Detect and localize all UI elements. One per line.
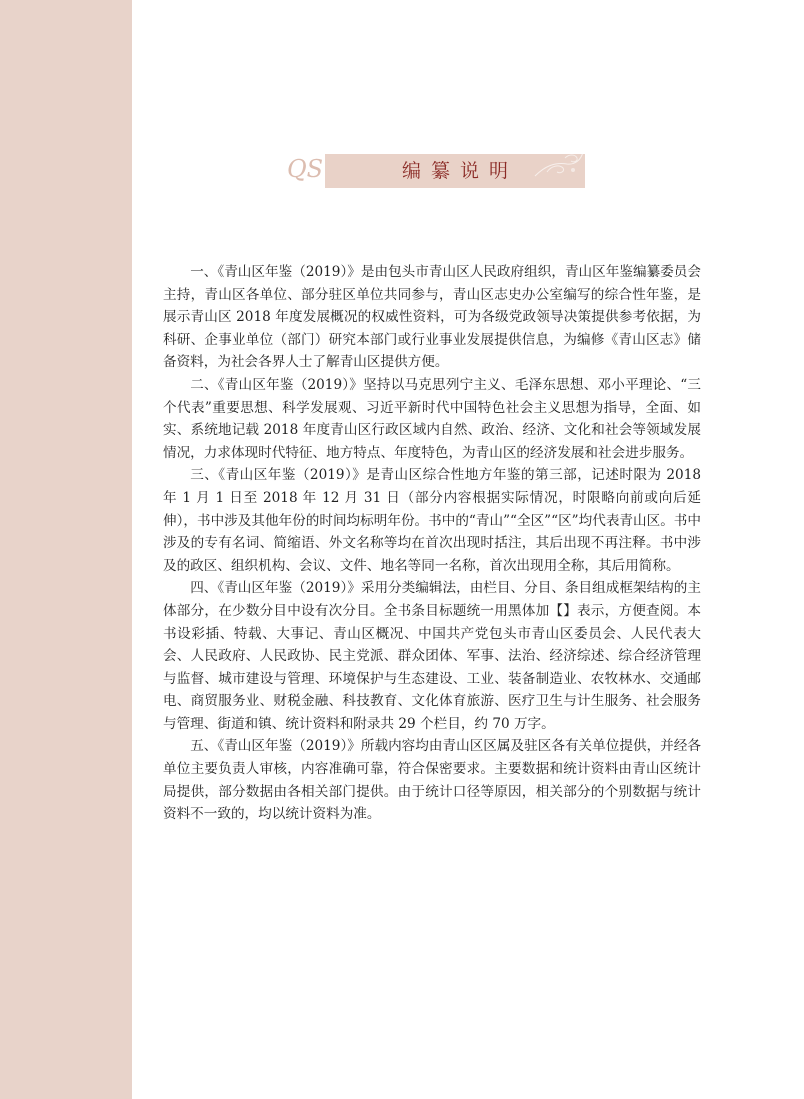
body-text <box>163 261 701 826</box>
section-header <box>285 150 585 190</box>
paragraph-3: 三、《青山区年鉴（2019）》是青山区综合性地方年鉴的第三部，记述时限为 2018 年 1 月 1 日至 2018 年 12 月 31 日（部分内容根据实际情况，时限略向前或向后延伸），书中涉及其他年份的时间均标明年份。书中的“青山”“全区”“区”均代表青山区。书中涉及的专有名词、简缩语、外文名称等均在首次出现时括注，其后出现不再注释。书中涉及的政区、组织机构、会议、文件、地名等同一名称，首次出现用全称，其后用简称。 <box>163 467 701 574</box>
paragraph-4: 四、《青山区年鉴（2019）》采用分类编辑法，由栏目、分目、条目组成框架结构的主体部分，在少数分目中设有次分目。全书条目标题统一用黑体加【】表示，方便查阅。本书设彩插、特载、大事记、青山区概况、中国共产党包头市青山区委员会、人民代表大会、人民政府、人民政协、民主党派、群众团体、军事、法治、经济综述、综合经济管理与监督、城市建设与管理、环境保护与生态建设、工业、装备制造业、农牧林水、交通邮电、商贸服务业、财税金融、科技教育、文化体育旅游、医疗卫生与计生服务、社会服务与管理、街道和镇、统计资料和附录共 29 个栏目，约 70 万字。 <box>163 580 701 732</box>
paragraph-2: 二、《青山区年鉴（2019）》坚持以马克思列宁主义、毛泽东思想、邓小平理论、“三个代表”重要思想、科学发展观、习近平新时代中国特色社会主义思想为指导，全面、如实、系统地记载 2018 年度青山区行政区域内自然、政治、经济、文化和社会等领域发展情况，力求体现时代特征、地方特点、年度特色，为青山区的经济发展和社会进步服务。 <box>163 376 701 461</box>
page-title: 编纂说明 <box>401 160 518 182</box>
title-bar <box>325 154 585 188</box>
paragraph-1: 一、《青山区年鉴（2019）》是由包头市青山区人民政府组织，青山区年鉴编纂委员会主持，青山区各单位、部分驻区单位共同参与，青山区志史办公室编写的综合性年鉴，是展示青山区 2018 年度发展概况的权威性资料，可为各级党政领导决策提供参考依据，为科研、企事业单位（部门）研究本部门或行业事业发展提供信息，为编修《青山区志》储备资料，为社会各界人士了解青山区提供方便。 <box>163 264 701 371</box>
left-decorative-band <box>0 0 132 1099</box>
qs-emblem-text: QS <box>287 155 324 183</box>
paragraph-5: 五、《青山区年鉴（2019）》所载内容均由青山区区属及驻区各有关单位提供，并经各单位主要负责人审核，内容准确可靠，符合保密要求。主要数据和统计资料由青山区统计局提供，部分数据由各相关部门提供。由于统计口径等原因，相关部分的个别数据与统计资料不一致的，均以统计资料为准。 <box>163 738 701 823</box>
